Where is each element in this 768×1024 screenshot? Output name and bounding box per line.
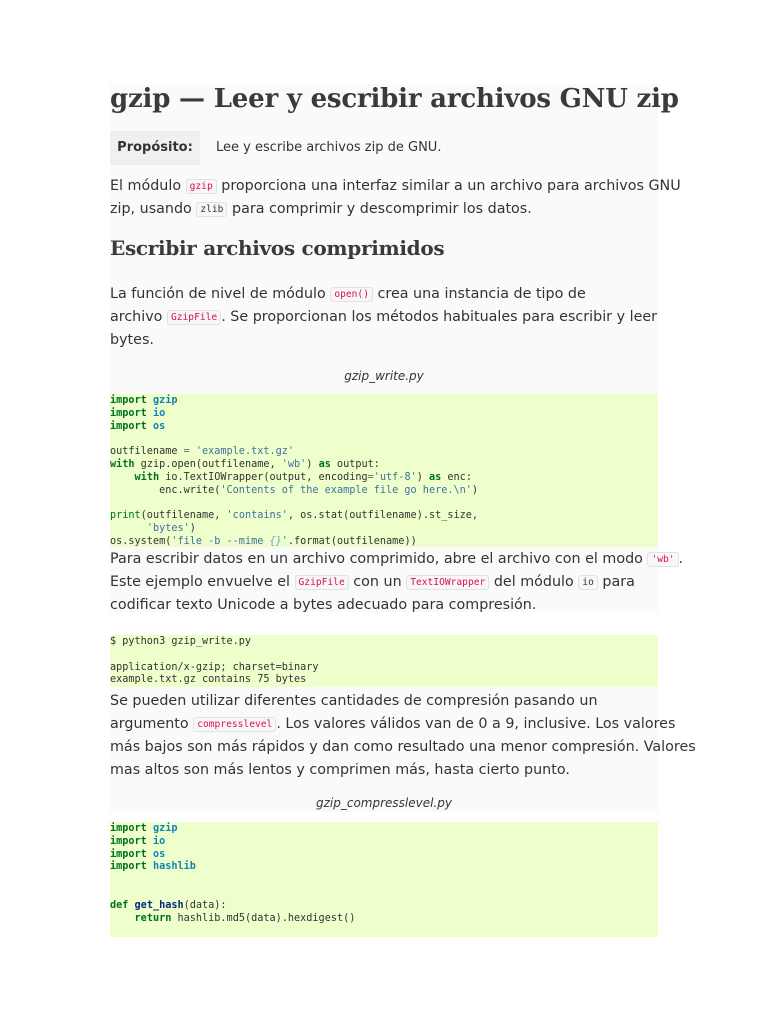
output-block-gzip-write: $ python3 gzip_write.py application/x-gzip; charset=binary example.txt.gz contains 75 bytes (110, 635, 658, 687)
inline-code-gzip: gzip (186, 179, 217, 194)
inline-code-open: open() (330, 287, 373, 302)
page-title: gzip — Leer y escribir archivos GNU zip (110, 84, 679, 114)
intro-paragraph: El módulo gzip proporciona una interfaz similar a un archivo para archivos GNU zip, usando zlib para comprimir y descomprimir los datos. (110, 178, 681, 217)
code-caption-write: gzip_write.py (344, 369, 424, 383)
code-caption-compresslevel: gzip_compresslevel.py (315, 796, 452, 810)
write-explanation-paragraph: Para escribir datos en un archivo comprimido, abre el archivo con el modo 'wb' . Este ejemplo envuelve el GzipFile con un TextIOWrapper del módulo io para codificar texto Unicode a bytes adecuado para compresión. (110, 551, 684, 613)
code-block-gzip-compresslevel: import gzip import io import os import hashlib def get_hash(data): return hashlib.md5(data).hexdigest() (110, 822, 658, 937)
inline-code-io: io (578, 575, 598, 590)
inline-code-zlib: zlib (196, 202, 227, 217)
purpose-label: Propósito: (110, 131, 200, 165)
open-paragraph: La función de nivel de módulo open() crea una instancia de tipo de archivo GzipFile . Se proporcionan los métodos habituales para escribir y leer bytes. (110, 286, 658, 348)
inline-code-wb: 'wb' (647, 552, 678, 567)
inline-code-compresslevel: compresslevel (193, 717, 276, 732)
section-heading: Escribir archivos comprimidos (110, 236, 445, 260)
inline-code-gzipfile-2: GzipFile (295, 575, 349, 590)
inline-code-textiowrapper: TextIOWrapper (406, 575, 489, 590)
purpose-value: Lee y escribe archivos zip de GNU. (216, 140, 442, 155)
compresslevel-paragraph: Se pueden utilizar diferentes cantidades de compresión pasando un argumento compresslevel . Los valores válidos van de 0 a 9, inclusive. Los valores más bajos son más rápidos y dan como resultado una menor compresión. Valores mas altos son más lentos y comprimen más, hasta cierto punto. (110, 693, 696, 778)
inline-code-gzipfile: GzipFile (167, 310, 221, 325)
code-block-gzip-write: import gzip import io import os outfilename = 'example.txt.gz' with gzip.open(outfilename, 'wb') as output: with io.TextIOWrapper(output, encoding='utf-8') as enc: enc.write('Contents of the example file go here.\n') print(outfilename, 'contains', os.stat(outfilename).st_size, 'bytes') os.system('file -b --mime {}'.format(outfilename)) (110, 394, 658, 547)
